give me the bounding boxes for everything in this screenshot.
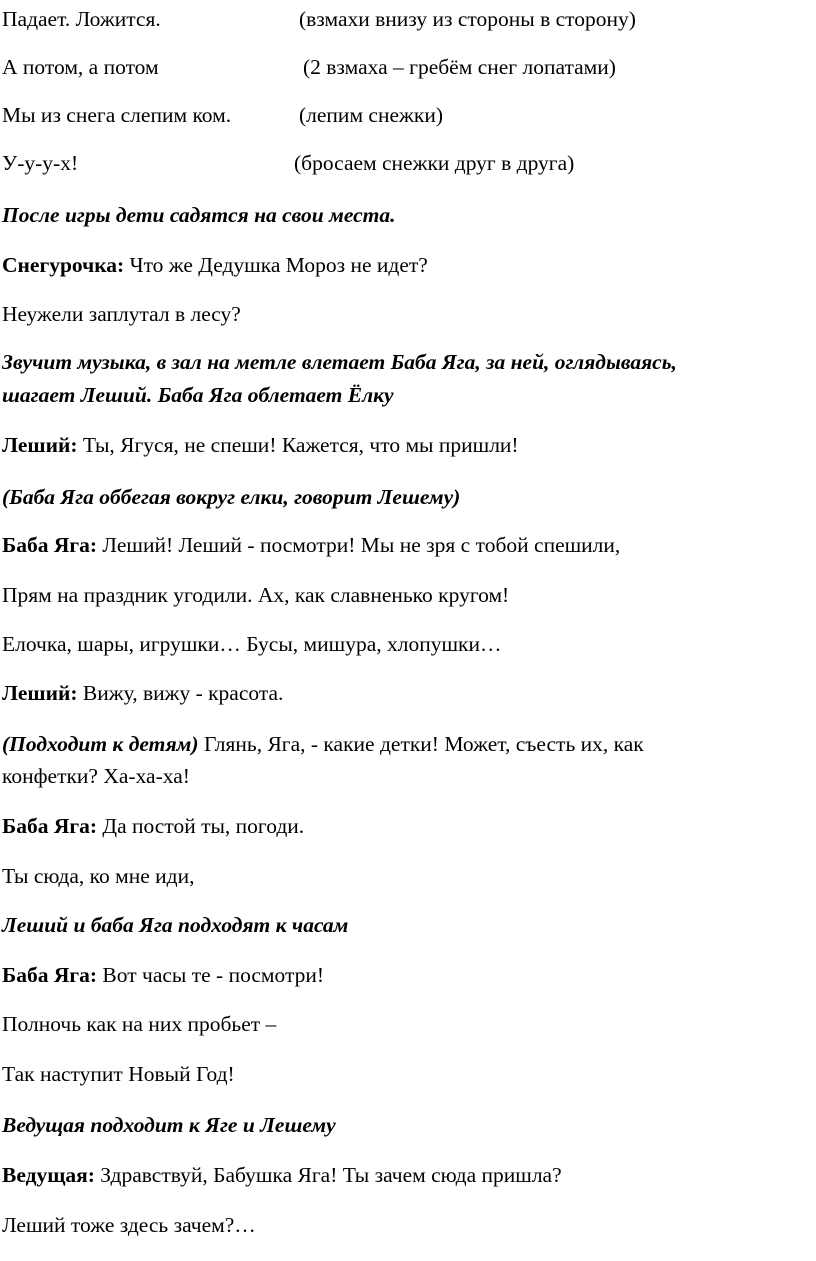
dialogue-line: Ты сюда, ко мне иди, <box>2 864 195 888</box>
stage-direction: Ведущая подходит к Яге и Лешему <box>2 1113 336 1137</box>
verse-text: У-у-у-х! <box>2 151 79 175</box>
verse-text: А потом, а потом <box>2 55 159 79</box>
dialogue-line: Елочка, шары, игрушки… Бусы, мишура, хлопушки… <box>2 632 502 656</box>
speaker-name: Леший: <box>2 433 78 457</box>
dialogue-line <box>2 252 428 278</box>
dialogue-line: Полночь как на них пробьет – <box>2 1012 277 1036</box>
dialogue-line <box>2 680 283 706</box>
verse-text: Падает. Ложится. <box>2 7 161 31</box>
dialogue-line <box>2 432 519 458</box>
speaker-name: Баба Яга: <box>2 533 98 557</box>
verse-text: Мы из снега слепим ком. <box>2 103 232 127</box>
verse-line <box>2 54 616 80</box>
stage-cue: (2 взмаха – гребём снег лопатами) <box>303 55 616 79</box>
stage-cue: (бросаем снежки друг в друга) <box>294 151 575 175</box>
dialogue-line <box>2 731 644 757</box>
verse-line <box>2 102 443 128</box>
dialogue-text: Глянь, Яга, - какие детки! Может, съесть их, как <box>198 732 644 756</box>
dialogue-line <box>2 962 324 988</box>
stage-direction: Звучит музыка, в зал на метле влетает Баба Яга, за ней, оглядываясь, <box>2 350 677 374</box>
speaker-name: Баба Яга: <box>2 963 98 987</box>
verse-line <box>2 6 636 32</box>
dialogue-text: Вот часы те - посмотри! <box>97 963 325 987</box>
verse-line <box>2 150 575 176</box>
stage-cue: (взмахи внизу из стороны в сторону) <box>299 7 636 31</box>
dialogue-line <box>2 1162 562 1188</box>
stage-direction: (Подходит к детям) <box>2 732 199 756</box>
dialogue-line: Прям на праздник угодили. Ах, как славненько кругом! <box>2 583 510 607</box>
dialogue-line: Неужели заплутал в лесу? <box>2 302 241 326</box>
dialogue-text: Вижу, вижу - красота. <box>77 681 284 705</box>
stage-direction: (Баба Яга оббегая вокруг елки, говорит Лешему) <box>2 485 461 509</box>
dialogue-line <box>2 813 304 839</box>
speaker-name: Баба Яга: <box>2 814 98 838</box>
dialogue-text: Здравствуй, Бабушка Яга! Ты зачем сюда пришла? <box>94 1163 562 1187</box>
speaker-name: Ведущая: <box>2 1163 95 1187</box>
stage-direction: После игры дети садятся на свои места. <box>2 203 396 227</box>
speaker-name: Леший: <box>2 681 78 705</box>
dialogue-line: конфетки? Ха-ха-ха! <box>2 764 190 788</box>
dialogue-line: Леший тоже здесь зачем?… <box>2 1213 256 1237</box>
dialogue-line: Так наступит Новый Год! <box>2 1062 235 1086</box>
dialogue-text: Что же Дедушка Мороз не идет? <box>124 253 428 277</box>
speaker-name: Снегурочка: <box>2 253 125 277</box>
stage-direction: Леший и баба Яга подходят к часам <box>2 913 349 937</box>
stage-direction: шагает Леший. Баба Яга облетает Ёлку <box>2 383 394 407</box>
dialogue-text: Да постой ты, погоди. <box>97 814 305 838</box>
dialogue-text: Ты, Ягуся, не спеши! Кажется, что мы пришли! <box>77 433 519 457</box>
dialogue-text: Леший! Леший - посмотри! Мы не зря с тобой спешили, <box>97 533 621 557</box>
dialogue-line <box>2 532 620 558</box>
stage-cue: (лепим снежки) <box>299 103 443 127</box>
